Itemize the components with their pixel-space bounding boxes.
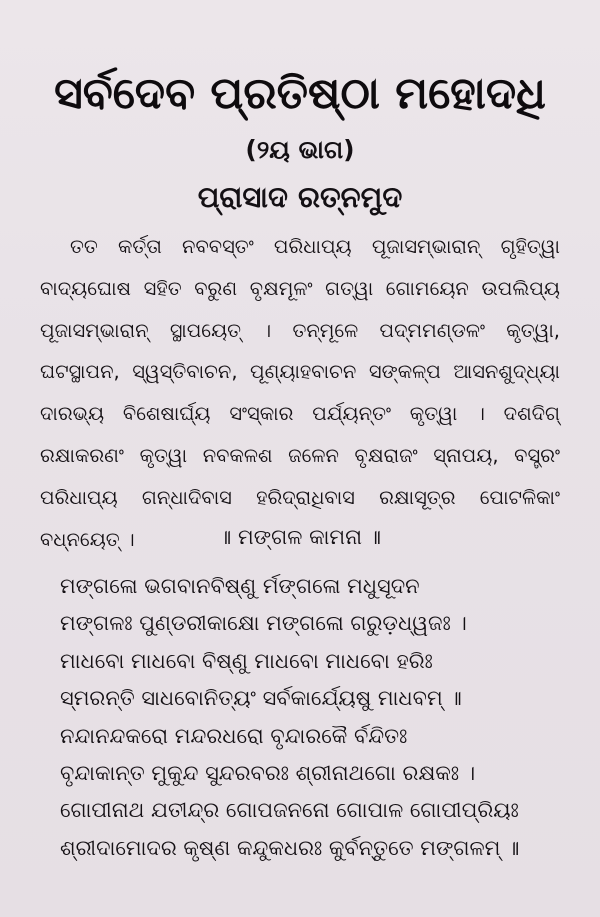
verse-line: ମଙ୍ଗଳୋ ଭଗବାନବିଷ୍ଣୁ ର୍ମଙ୍ଗଳୋ ମଧୁସୂଦନ xyxy=(60,574,420,598)
part-label: (୨ୟ ଭାଗ) xyxy=(245,135,355,164)
verse-line: ଗୋପୀନାଥ ଯତୀନ୍ଦ୍ର ଗୋପଜନନୋ ଗୋପାଳ ଗୋପୀପ୍ରିୟଃ xyxy=(60,798,519,823)
verse-line: ସ୍ମରନ୍ତି ସାଧବୋନିତ୍ୟଂ ସର୍ବକାର୍ଯ୍ୟେଷୁ ମାଧବମ୍ ॥ xyxy=(60,686,462,711)
verse-line: ନନ୍ଦାନନ୍ଦକରୋ ମନ୍ଦରଧରୋ ବୃନ୍ଦାରକୈ ର୍ବନ୍ଦିତଃ xyxy=(60,723,408,748)
section-title: ପ୍ରାସାଦ ରତ୍ନମୁଦ xyxy=(197,180,403,214)
verse-line: ମଙ୍ଗଳଃ ପୁଣ୍ଡରୀକାକ୍ଷୋ ମଙ୍ଗଳୋ ଗରୁଡ଼ଧ୍ୱଜଃ । xyxy=(60,611,467,636)
verse-list xyxy=(60,568,560,867)
body-paragraph: ତତ କର୍ତ୍ତା ନବବସ୍ତଂ ପରିଧାପ୍ୟ ପୂଜାସମ୍ଭାରାନ୍ ଗୃହିତ୍ୱା ବାଦ୍ୟଘୋଷ ସହିତ ବରୁଣ ବୃକ୍ଷମୂଳଂ ଗତ୍ୱା ଗୋମୟେନ ଉପଲିପ୍ୟ ପୂଜାସମ୍ଭାରାନ୍ ସ୍ଥାପୟେତ୍ । ତନ୍ମୂଳେ ପଦ୍ମମଣ୍ଡଳଂ କୃତ୍ୱା, ଘଟସ୍ଥାପନ, ସ୍ୱସ୍ତିବାଚନ, ପୂଣ୍ୟାହବାଚନ ସଙ୍କଳ୍ପ ଆସନଶୁଦ୍ଧ୍ୟା ଦାରଭ୍ୟ ବିଶେଷାର୍ଘ୍ୟ ସଂସ୍କାର ପର୍ଯ୍ୟନ୍ତଂ କୃତ୍ୱା । ଦଶଦିଗ୍ ରକ୍ଷାକରଣଂ କୃତ୍ୱା ନବକଳଶ ଜଳେନ ବୃକ୍ଷରାଜଂ ସ୍ନାପୟ, ବସ୍ତ୍ରଂ ପରିଧାପ୍ୟ ଗନ୍ଧାଦିବାସ ହରିଦ୍ରାଧିବାସ ରକ୍ଷାସୂତ୍ର ପୋଟଳିକାଂ ବଧ୍ନୟେତ୍ । xyxy=(40,235,560,551)
verse-line: ବୃନ୍ଦାକାନ୍ତ ମୁକୁନ୍ଦ ସୁନ୍ଦରବରଃ ଶ୍ରୀନାଥଗୋ ରକ୍ଷକଃ । xyxy=(60,760,476,785)
verse-line: ମାଧବୋ ମାଧବୋ ବିଷ୍ଣୁ ମାଧବୋ ମାଧବୋ ହରିଃ xyxy=(60,648,433,673)
verse-heading: ॥ ମଙ୍ଗଳ କାମନା ॥ xyxy=(218,525,382,549)
verse-line: ଶ୍ରୀଦାମୋଦର କୃଷ୍ଣ କନ୍ଦୁକଧରଃ କୁର୍ବନ୍ତୁତେ ମଙ୍ଗଳମ୍ ॥ xyxy=(60,835,520,860)
document-title: ସର୍ବଦେବ ପ୍ରତିଷ୍ଠା ମହୋଦଧି xyxy=(54,68,546,119)
